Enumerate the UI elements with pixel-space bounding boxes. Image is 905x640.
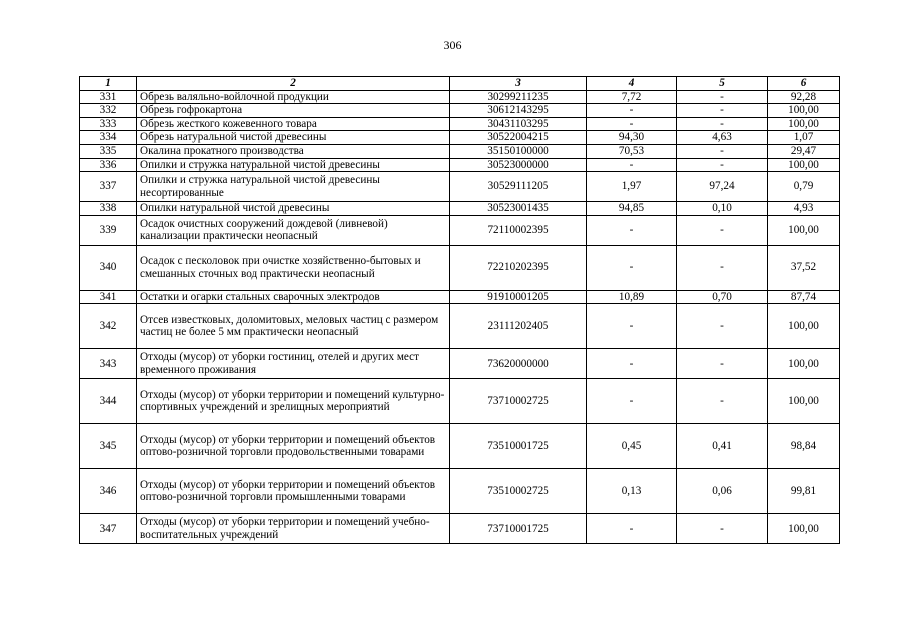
row-number: 336 bbox=[80, 158, 137, 172]
value-col-4: - bbox=[587, 104, 677, 118]
table-header bbox=[80, 77, 840, 91]
table-row bbox=[80, 144, 840, 158]
waste-name: Опилки натуральной чистой древесины bbox=[137, 202, 450, 216]
value-col-4: 1,97 bbox=[587, 172, 677, 202]
value-col-6: 100,00 bbox=[768, 215, 840, 245]
value-col-6: 0,79 bbox=[768, 172, 840, 202]
waste-code: 30523000000 bbox=[450, 158, 587, 172]
table-row bbox=[80, 349, 840, 379]
value-col-6: 100,00 bbox=[768, 104, 840, 118]
waste-code: 73510001725 bbox=[450, 424, 587, 469]
value-col-4: 0,13 bbox=[587, 469, 677, 514]
value-col-6: 92,28 bbox=[768, 90, 840, 104]
table-row bbox=[80, 245, 840, 290]
value-col-4: - bbox=[587, 379, 677, 424]
value-col-6: 4,93 bbox=[768, 202, 840, 216]
waste-name: Осадок с песколовок при очистке хозяйственно-бытовых и смешанных сточных вод практически неопасный bbox=[137, 245, 450, 290]
value-col-6: 99,81 bbox=[768, 469, 840, 514]
row-number: 346 bbox=[80, 469, 137, 514]
waste-name: Опилки и стружка натуральной чистой древесины несортированные bbox=[137, 172, 450, 202]
value-col-6: 29,47 bbox=[768, 144, 840, 158]
waste-name: Отходы (мусор) от уборки территории и помещений культурно-спортивных учреждений и зрелищных мероприятий bbox=[137, 379, 450, 424]
value-col-4: 10,89 bbox=[587, 290, 677, 304]
table-row bbox=[80, 215, 840, 245]
waste-code: 23111202405 bbox=[450, 304, 587, 349]
table-row bbox=[80, 424, 840, 469]
row-number: 331 bbox=[80, 90, 137, 104]
value-col-4: 70,53 bbox=[587, 144, 677, 158]
value-col-4: - bbox=[587, 117, 677, 131]
row-number: 343 bbox=[80, 349, 137, 379]
waste-code: 73620000000 bbox=[450, 349, 587, 379]
column-header-6: 6 bbox=[768, 77, 840, 91]
row-number: 333 bbox=[80, 117, 137, 131]
waste-code: 91910001205 bbox=[450, 290, 587, 304]
value-col-5: 0,70 bbox=[677, 290, 768, 304]
table-row bbox=[80, 104, 840, 118]
row-number: 345 bbox=[80, 424, 137, 469]
waste-name: Отходы (мусор) от уборки гостиниц, отелей и других мест временного проживания bbox=[137, 349, 450, 379]
table-row bbox=[80, 90, 840, 104]
waste-code: 30431103295 bbox=[450, 117, 587, 131]
waste-name: Остатки и огарки стальных сварочных электродов bbox=[137, 290, 450, 304]
value-col-6: 100,00 bbox=[768, 304, 840, 349]
table-row bbox=[80, 131, 840, 145]
waste-name: Отходы (мусор) от уборки территории и помещений объектов оптово-розничной торговли промышленными товарами bbox=[137, 469, 450, 514]
value-col-5: 4,63 bbox=[677, 131, 768, 145]
table-row bbox=[80, 117, 840, 131]
value-col-6: 100,00 bbox=[768, 349, 840, 379]
value-col-6: 100,00 bbox=[768, 117, 840, 131]
waste-code: 35150100000 bbox=[450, 144, 587, 158]
value-col-4: 94,30 bbox=[587, 131, 677, 145]
waste-code: 30523001435 bbox=[450, 202, 587, 216]
waste-code: 72210202395 bbox=[450, 245, 587, 290]
row-number: 332 bbox=[80, 104, 137, 118]
column-header-3: 3 bbox=[450, 77, 587, 91]
waste-code: 30612143295 bbox=[450, 104, 587, 118]
value-col-6: 100,00 bbox=[768, 158, 840, 172]
waste-code: 73510002725 bbox=[450, 469, 587, 514]
table-row bbox=[80, 514, 840, 544]
value-col-4: 0,45 bbox=[587, 424, 677, 469]
value-col-6: 1,07 bbox=[768, 131, 840, 145]
row-number: 334 bbox=[80, 131, 137, 145]
column-header-2: 2 bbox=[137, 77, 450, 91]
value-col-6: 100,00 bbox=[768, 514, 840, 544]
waste-name: Обрезь валяльно-войлочной продукции bbox=[137, 90, 450, 104]
waste-code: 30529111205 bbox=[450, 172, 587, 202]
value-col-6: 98,84 bbox=[768, 424, 840, 469]
waste-name: Отсев известковых, доломитовых, меловых частиц с размером частиц не более 5 мм практически неопасный bbox=[137, 304, 450, 349]
value-col-4: - bbox=[587, 215, 677, 245]
value-col-4: - bbox=[587, 245, 677, 290]
row-number: 335 bbox=[80, 144, 137, 158]
row-number: 337 bbox=[80, 172, 137, 202]
column-header-5: 5 bbox=[677, 77, 768, 91]
value-col-5: - bbox=[677, 117, 768, 131]
table-row bbox=[80, 379, 840, 424]
value-col-4: - bbox=[587, 349, 677, 379]
value-col-5: - bbox=[677, 215, 768, 245]
value-col-4: - bbox=[587, 514, 677, 544]
value-col-5: - bbox=[677, 104, 768, 118]
row-number: 342 bbox=[80, 304, 137, 349]
waste-name: Обрезь натуральной чистой древесины bbox=[137, 131, 450, 145]
table-row bbox=[80, 304, 840, 349]
table-row bbox=[80, 202, 840, 216]
value-col-5: - bbox=[677, 90, 768, 104]
value-col-4: - bbox=[587, 304, 677, 349]
row-number: 344 bbox=[80, 379, 137, 424]
waste-name: Обрезь жесткого кожевенного товара bbox=[137, 117, 450, 131]
value-col-6: 37,52 bbox=[768, 245, 840, 290]
column-header-4: 4 bbox=[587, 77, 677, 91]
row-number: 338 bbox=[80, 202, 137, 216]
waste-code: 30299211235 bbox=[450, 90, 587, 104]
table-row bbox=[80, 172, 840, 202]
waste-name: Осадок очистных сооружений дождевой (ливневой) канализации практически неопасный bbox=[137, 215, 450, 245]
value-col-5: - bbox=[677, 514, 768, 544]
page-number: 306 bbox=[443, 38, 462, 52]
value-col-4: 7,72 bbox=[587, 90, 677, 104]
waste-table bbox=[79, 76, 840, 544]
value-col-5: - bbox=[677, 349, 768, 379]
value-col-5: 97,24 bbox=[677, 172, 768, 202]
value-col-5: - bbox=[677, 379, 768, 424]
table-row bbox=[80, 158, 840, 172]
value-col-5: 0,41 bbox=[677, 424, 768, 469]
value-col-5: - bbox=[677, 144, 768, 158]
value-col-5: - bbox=[677, 245, 768, 290]
waste-name: Обрезь гофрокартона bbox=[137, 104, 450, 118]
waste-code: 72110002395 bbox=[450, 215, 587, 245]
waste-name: Отходы (мусор) от уборки территории и помещений объектов оптово-розничной торговли продовольственными товарами bbox=[137, 424, 450, 469]
value-col-4: 94,85 bbox=[587, 202, 677, 216]
value-col-6: 87,74 bbox=[768, 290, 840, 304]
value-col-6: 100,00 bbox=[768, 379, 840, 424]
waste-name: Опилки и стружка натуральной чистой древесины bbox=[137, 158, 450, 172]
waste-code: 73710001725 bbox=[450, 514, 587, 544]
waste-name: Окалина прокатного производства bbox=[137, 144, 450, 158]
value-col-5: 0,06 bbox=[677, 469, 768, 514]
value-col-4: - bbox=[587, 158, 677, 172]
table-body bbox=[80, 90, 840, 544]
value-col-5: - bbox=[677, 158, 768, 172]
value-col-5: 0,10 bbox=[677, 202, 768, 216]
waste-code: 73710002725 bbox=[450, 379, 587, 424]
row-number: 339 bbox=[80, 215, 137, 245]
column-header-1: 1 bbox=[80, 77, 137, 91]
row-number: 347 bbox=[80, 514, 137, 544]
row-number: 341 bbox=[80, 290, 137, 304]
row-number: 340 bbox=[80, 245, 137, 290]
header-row bbox=[80, 77, 840, 91]
table-row bbox=[80, 469, 840, 514]
waste-name: Отходы (мусор) от уборки территории и помещений учебно-воспитательных учреждений bbox=[137, 514, 450, 544]
value-col-5: - bbox=[677, 304, 768, 349]
waste-code: 30522004215 bbox=[450, 131, 587, 145]
table-row bbox=[80, 290, 840, 304]
